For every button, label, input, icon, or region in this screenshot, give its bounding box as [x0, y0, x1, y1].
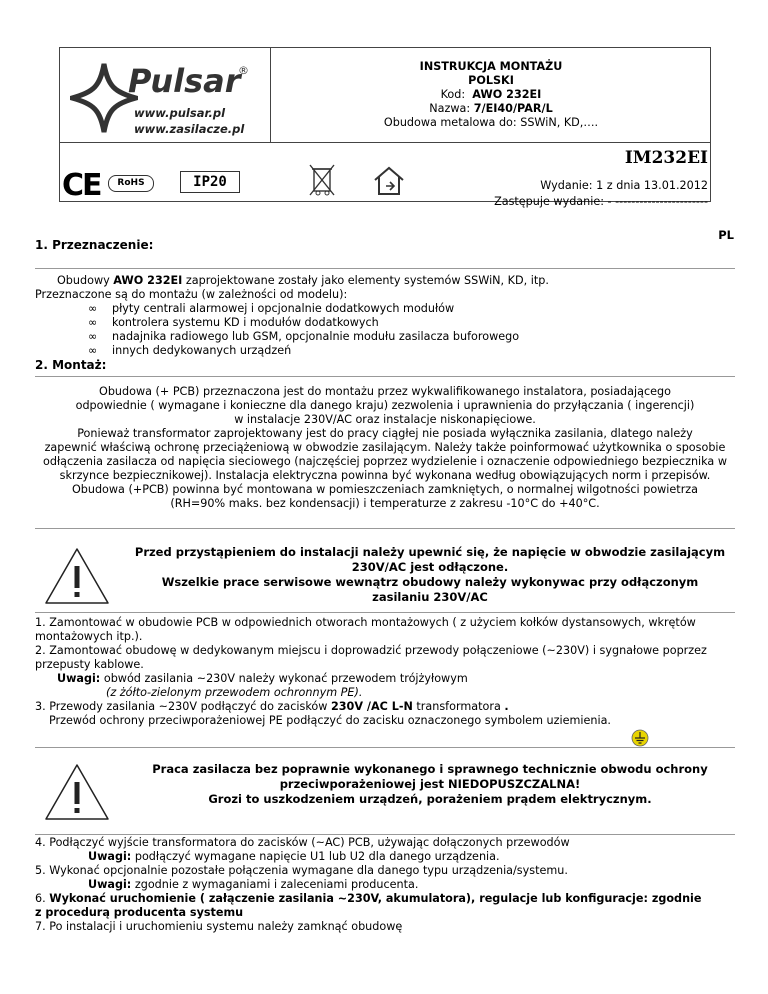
- text-line: w instalacje 230V/AC oraz instalacje niskonapięciowe.: [234, 413, 536, 426]
- header-divider: [59, 142, 711, 143]
- rohs-badge: RoHS: [108, 175, 154, 192]
- pulsar-logo: [70, 62, 260, 137]
- edition-info: [494, 178, 708, 210]
- list-item: ∞: [88, 302, 98, 315]
- code-value: AWO 232EI: [472, 88, 542, 101]
- step-4: 4. Podłączyć wyjście transformatora do zacisków (~AC) PCB, używając dołączonych przewodów: [35, 836, 570, 849]
- doc-title: INSTRUKCJA MONTAŻU: [419, 60, 563, 73]
- step-1: 1. Zamontować w obudowie PCB w odpowiednich otworach montażowych ( z użyciem kołków dystansowych, wkrętów: [35, 616, 696, 629]
- list-item-text: kontrolera systemu KD i modułów dodatkowych: [112, 316, 379, 329]
- warning-icon: [43, 762, 111, 822]
- text-line: Grozi to uszkodzeniem urządzeń, porażeniem prądem elektrycznym.: [208, 792, 652, 806]
- doc-language: POLSKI: [468, 74, 514, 87]
- divider: [35, 268, 735, 269]
- url-zasilacze: www.zasilacze.pl: [134, 122, 245, 136]
- text-line: Obudowa (+PCB) powinna być montowana w pomieszczeniach zamkniętych, o normalnej wilgotności powietrza: [71, 483, 699, 496]
- weee-bin-icon: [307, 163, 337, 199]
- steps-block-a: [35, 616, 735, 728]
- step-6-cont: z procedurą producenta systemu: [35, 906, 244, 919]
- list-item: ∞: [88, 316, 98, 329]
- step-6: 6. Wykonać uruchomienie ( załączenie zasilania ~230V, akumulatora), regulacje lub konfiguracje: zgodnie: [35, 892, 702, 905]
- step-5: 5. Wykonać opcjonalnie pozostałe połączenia wymagane dla danego typu urządzenia/systemu.: [35, 864, 568, 877]
- text-line: przeciwporażeniowej jest NIEDOPUSZCZALNA!: [279, 777, 581, 791]
- text-line: odpowiednie ( wymagane i konieczne dla danego kraju) zezwolenia i uprawnienia do przyłączania ( ingerencji): [75, 399, 695, 412]
- replaces: Zastępuje wydanie: - -----------------------: [494, 195, 708, 208]
- text-line: Ponieważ transformator zaprojektowany jest do pracy ciągłej nie posiada wyłącznika zasilania, dlatego należy: [77, 427, 693, 440]
- section1-intro2: Przeznaczone są do montażu (w zależności od modelu):: [35, 288, 348, 301]
- step-1-cont: montażowych itp.).: [35, 630, 143, 643]
- text-line: Praca zasilacza bez poprawnie wykonanego i sprawnego technicznie obwodu ochrony: [152, 762, 708, 776]
- divider: [35, 747, 735, 748]
- step-4-note: Uwagi: podłączyć wymagane napięcie U1 lub U2 dla danego urządzenia.: [88, 850, 500, 863]
- text-line: odłączenia zasilacza od napięcia sieciowego (najczęściej poprzez wydzielenie i oznaczenie odpowiedniego bezpiecznika w: [43, 455, 727, 468]
- step-3: 3. Przewody zasilania ~230V podłączyć do zacisków 230V /AC L-N transformatora .: [35, 700, 509, 713]
- divider: [35, 528, 735, 529]
- code-label: Kod:: [440, 88, 466, 101]
- step-2: 2. Zamontować obudowę w dedykowanym miejscu i doprowadzić przewody połączeniowe (~230V) i sygnałowe poprzez: [35, 644, 707, 657]
- section2-heading: 2. Montaż:: [35, 358, 107, 372]
- doc-id: IM232EI: [624, 148, 708, 168]
- step-7: 7. Po instalacji i uruchomieniu systemu należy zamknąć obudowę: [35, 920, 403, 933]
- list-item: ∞: [88, 330, 98, 343]
- lang-code: PL: [718, 228, 734, 242]
- text-line: (RH=90% maks. bez kondensacji) i temperaturze z zakresu -10°C do +40°C.: [170, 497, 600, 510]
- divider: [35, 612, 735, 613]
- ce-mark-icon: CE: [62, 168, 101, 203]
- list-item-text: innych dedykowanych urządzeń: [112, 344, 292, 357]
- ground-symbol-icon: [631, 729, 649, 747]
- warning2-text: [120, 762, 740, 807]
- text-line: skrzynce bezpiecznikowej). Instalacja elektryczna powinna być wykonana według obowiązujących norm i przepisów.: [59, 469, 711, 482]
- warning1-text: [120, 545, 740, 605]
- text-line: zapewnić właściwą ochronę przeciążeniową w obwodzie zasilającym. Należy także poinformować użytkownika o sposobie: [44, 441, 726, 454]
- step-5-note: Uwagi: zgodnie z wymaganiami i zaleceniami producenta.: [88, 878, 419, 891]
- brand-name: Pulsar: [128, 62, 241, 100]
- section2-paragraph: [35, 385, 735, 511]
- name-label: Nazwa:: [429, 102, 471, 115]
- steps-block-b: [35, 836, 745, 934]
- divider: [35, 834, 735, 835]
- header-info: [271, 60, 711, 130]
- divider: [35, 376, 735, 377]
- registered-mark: ®: [238, 64, 249, 77]
- housing-desc: Obudowa metalowa do: SSWiN, KD,….: [383, 116, 599, 129]
- product-name: [271, 102, 711, 116]
- text-line: Obudowa (+ PCB) przeznaczona jest do montażu przez wykwalifikowanego instalatora, posiadającego: [99, 385, 671, 398]
- indoor-use-icon: [372, 166, 406, 196]
- step-2-note: Uwagi: obwód zasilania ~230V należy wykonać przewodem trójżyłowym: [57, 672, 468, 685]
- text-line: 230V/AC jest odłączone.: [351, 560, 509, 574]
- section1-heading: 1. Przeznaczenie:: [35, 238, 154, 252]
- step-2-note-italic: (z żółto-zielonym przewodem ochronnym PE).: [106, 686, 363, 699]
- list-item-text: nadajnika radiowego lub GSM, opcjonalnie modułu zasilacza buforowego: [112, 330, 520, 343]
- ip20-badge: IP20: [180, 171, 240, 193]
- name-value: 7/EI40/PAR/L: [473, 102, 553, 115]
- product-code: [271, 88, 711, 102]
- step-2-cont: przepusty kablowe.: [35, 658, 144, 671]
- warning-icon: [43, 546, 111, 606]
- text-line: zasilaniu 230V/AC: [372, 590, 488, 604]
- edition: Wydanie: 1 z dnia 13.01.2012: [540, 179, 708, 192]
- text-line: Wszelkie prace serwisowe wewnątrz obudowy należy wykonywac przy odłączonym: [161, 575, 699, 589]
- url-pulsar: www.pulsar.pl: [134, 106, 226, 120]
- text-line: Przed przystąpieniem do instalacji należy upewnić się, że napięcie w obwodzie zasilającym: [134, 545, 726, 559]
- list-item-text: płyty centrali alarmowej i opcjonalnie dodatkowych modułów: [112, 302, 455, 315]
- step-3-cont: Przewód ochrony przeciwporażeniowej PE podłączyć do zacisku oznaczonego symbolem uziemienia.: [49, 714, 611, 727]
- list-item: ∞: [88, 344, 98, 357]
- section1-intro: Obudowy AWO 232EI zaprojektowane zostały jako elementy systemów SSWiN, KD, itp.: [57, 274, 549, 287]
